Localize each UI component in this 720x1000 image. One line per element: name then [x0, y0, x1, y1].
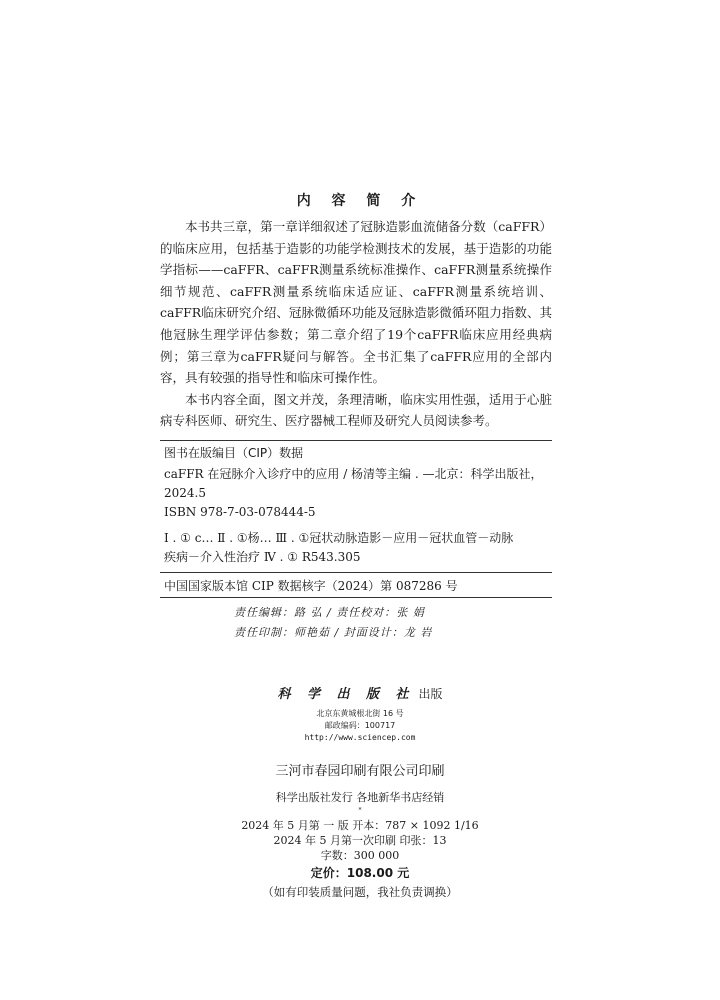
editors-line-1: 责任编辑：路 弘 / 责任校对：张 娟: [234, 606, 425, 619]
publisher-block: [0, 683, 720, 900]
print-specs: [0, 818, 720, 863]
specs-line-2: 2024 年 5 月第一次印刷 印张：13: [273, 834, 447, 847]
publisher-name: 科 学 出 版 社: [277, 687, 415, 702]
publisher-name-line: [0, 683, 720, 702]
summary-paragraph-2: 本书内容全面，图文并茂，条理清晰，临床实用性强，适用于心脏病专科医师、研究生、医疗器械工程师及研究人员阅读参考。: [160, 391, 552, 429]
cip-number: 中国国家版本馆 CIP 数据核字（2024）第 087286 号: [164, 579, 458, 593]
publisher-address: 北京东黄城根北街 16 号: [316, 709, 404, 718]
cip-block: [160, 440, 552, 598]
summary-text: [160, 216, 552, 432]
publisher-postcode: 邮政编码：100717: [324, 721, 396, 730]
specs-line-1: 2024 年 5 月第 一 版 开本：787 × 1092 1/16: [241, 819, 479, 832]
cip-classification-1: Ⅰ . ① c… Ⅱ . ①杨… Ⅲ . ①冠状动脉造影－应用－冠状血管－动脉: [164, 531, 514, 545]
cip-isbn: ISBN 978-7-03-078444-5: [164, 505, 316, 519]
summary-paragraph-1: 本书共三章，第一章详细叙述了冠脉造影血流储备分数（caFFR）的临床应用，包括基于造影的功能学检测技术的发展，基于造影的功能学指标——caFFR、caFFR测量系统标准操作、caFFR测量系统操作细节规范、caFFR测量系统临床适应证、caFFR测量系统培训、caFFR临床研究介绍、冠脉微循环功能及冠脉造影微循环阻力指数、其他冠脉生理学评估参数；第二章介绍了19个caFFR临床应用经典病例；第三章为caFFR疑问与解答。全书汇集了caFFR应用的全部内容，具有较强的指导性和临床可操作性。: [160, 219, 552, 386]
specs-line-3: 字数：300 000: [320, 849, 400, 862]
price: 定价：108.00 元: [310, 866, 410, 880]
separator-star: *: [358, 807, 362, 814]
printer-name: 三河市春园印刷有限公司印刷: [275, 764, 445, 779]
quality-note: （如有印装质量问题，我社负责调换）: [262, 885, 458, 899]
cip-title-line: caFFR 在冠脉介入诊疗中的应用 / 杨清等主编 . —北京：科学出版社，: [164, 467, 543, 481]
editors-block: [234, 603, 432, 643]
publisher-suffix: 出版: [418, 687, 443, 701]
editors-line-2: 责任印制：师艳茹 / 封面设计：龙 岩: [234, 626, 433, 639]
cip-bottom-rule: [160, 597, 552, 598]
summary-title: 内 容 简 介: [296, 193, 424, 209]
distribution: 科学出版社发行 各地新华书店经销: [275, 791, 445, 804]
cip-header: 图书在版编目（CIP）数据: [164, 446, 304, 460]
cip-classification-2: 疾病－介入性治疗 Ⅳ . ① R543.305: [164, 550, 361, 564]
cip-year-line: 2024.5: [164, 486, 206, 500]
publisher-url: http://www.sciencep.com: [304, 733, 416, 742]
cip-record: [160, 465, 552, 567]
